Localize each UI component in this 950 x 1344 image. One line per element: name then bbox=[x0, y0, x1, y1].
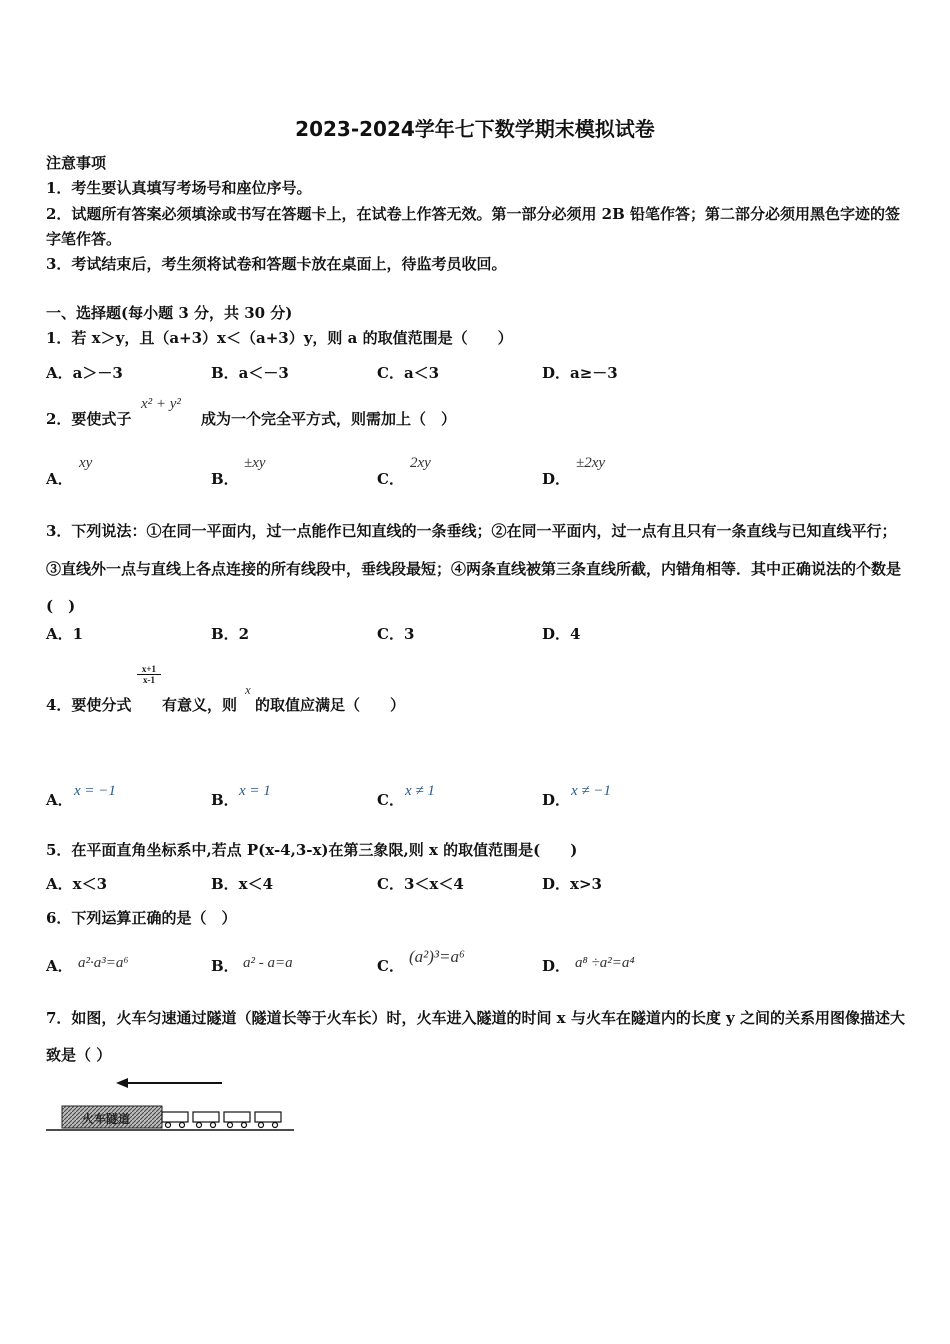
question-7-text: 7．如图，火车匀速通过隧道（隧道长等于火车长）时，火车进入隧道的时间 x 与火车在隧道内的长度 y 之间的关系用图像描述大致是（ ） bbox=[46, 1009, 905, 1064]
q2-option-c-value: 2xy bbox=[410, 455, 431, 471]
q4-option-d-value: x ≠ −1 bbox=[571, 783, 612, 799]
q2-option-d-letter: D． bbox=[542, 470, 571, 488]
q3-option-a: A．1 bbox=[46, 625, 84, 643]
notice-item-1: 1．考生要认真填写考场号和座位序号。 bbox=[46, 179, 312, 197]
notice-item-2: 2．试题所有答案必须填涂或书写在答题卡上，在试卷上作答无效。第一部分必须用 2B 铅笔作答；第二部分必须用黑色字迹的签字笔作答。 bbox=[46, 205, 901, 248]
notice-item-3: 3．考试结束后，考生须将试卷和答题卡放在桌面上，待监考员收回。 bbox=[46, 255, 507, 273]
q6-option-b-letter: B． bbox=[211, 957, 239, 975]
q4-fraction-numerator: x+1 bbox=[141, 664, 157, 674]
q2-option-a-letter: A． bbox=[46, 470, 73, 488]
question-4-middle: 有意义，则 bbox=[162, 696, 238, 714]
q6-option-b-value: a² - a=a bbox=[243, 955, 293, 971]
train-tunnel-figure bbox=[44, 1072, 296, 1134]
q6-option-c-letter: C． bbox=[377, 957, 404, 975]
q6-option-a-letter: A． bbox=[46, 957, 73, 975]
question-4-prefix: 4．要使分式 bbox=[46, 696, 132, 714]
q4-fraction-denominator: x-1 bbox=[137, 674, 161, 685]
q4-variable: x bbox=[245, 682, 251, 697]
question-2-suffix: 成为一个完全平方式，则需加上（ ） bbox=[201, 410, 457, 428]
q2-option-c-letter: C． bbox=[377, 470, 404, 488]
q6-option-d-letter: D． bbox=[542, 957, 571, 975]
q4-option-c-value: x ≠ 1 bbox=[405, 783, 435, 799]
q2-option-b-value: ±xy bbox=[244, 455, 266, 471]
q4-option-a-letter: A． bbox=[46, 791, 73, 809]
question-1-text: 1．若 x＞y，且（a+3）x＜（a+3）y，则 a 的取值范围是（ ） bbox=[46, 329, 513, 347]
question-3-text: 3．下列说法：①在同一平面内，过一点能作已知直线的一条垂线；②在同一平面内，过一点有且只有一条直线与已知直线平行；③直线外一点与直线上各点连接的所有线段中，垂线段最短；④两条直线被第三条直线所截，内错角相等．其中正确说法的个数是( ) bbox=[46, 522, 902, 615]
q2-option-b-letter: B． bbox=[211, 470, 239, 488]
q5-option-d: D．x>3 bbox=[542, 875, 602, 893]
q2-option-a-value: xy bbox=[79, 455, 93, 471]
q1-option-a: A．a＞－3 bbox=[46, 364, 123, 382]
q4-option-a-value: x = −1 bbox=[74, 783, 116, 799]
q5-option-b: B．x＜4 bbox=[211, 875, 274, 893]
q1-option-b: B．a＜－3 bbox=[211, 364, 289, 382]
q4-option-c-letter: C． bbox=[377, 791, 404, 809]
q3-option-d: D．4 bbox=[542, 625, 581, 643]
question-4-suffix: 的取值应满足（ ） bbox=[255, 696, 406, 714]
q6-option-c-value: (a²)³=a⁶ bbox=[409, 947, 465, 966]
q6-option-d-value: a⁸ ÷a²=a⁴ bbox=[575, 955, 635, 971]
q4-option-b-letter: B． bbox=[211, 791, 239, 809]
q5-option-c: C．3＜x＜4 bbox=[377, 875, 464, 893]
q3-option-c: C．3 bbox=[377, 625, 415, 643]
q5-option-a: A．x＜3 bbox=[46, 875, 108, 893]
question-5-text: 5．在平面直角坐标系中,若点 P(x-4,3-x)在第三象限,则 x 的取值范围是( ) bbox=[46, 841, 578, 859]
q3-option-b: B．2 bbox=[211, 625, 250, 643]
train-cars bbox=[162, 1112, 281, 1128]
question-2-prefix: 2．要使式子 bbox=[46, 410, 132, 428]
q2-expression: x² + y² bbox=[141, 396, 181, 412]
tunnel-label: 火车隧道 bbox=[82, 1112, 131, 1126]
q1-option-c: C．a＜3 bbox=[377, 364, 440, 382]
q4-option-b-value: x = 1 bbox=[239, 783, 271, 799]
q1-option-d: D．a≥－3 bbox=[542, 364, 618, 382]
q4-fraction bbox=[137, 664, 161, 685]
notice-heading: 注意事项 bbox=[46, 154, 107, 172]
arrow-head bbox=[116, 1078, 128, 1088]
question-6-text: 6．下列运算正确的是（ ） bbox=[46, 909, 237, 927]
q4-option-d-letter: D． bbox=[542, 791, 571, 809]
page-title: 2023-2024学年七下数学期末模拟试卷 bbox=[295, 117, 655, 141]
q2-option-d-value: ±2xy bbox=[576, 455, 606, 471]
section-heading: 一、选择题(每小题 3 分，共 30 分) bbox=[46, 304, 293, 322]
q6-option-a-value: a²·a³=a⁶ bbox=[78, 955, 129, 971]
